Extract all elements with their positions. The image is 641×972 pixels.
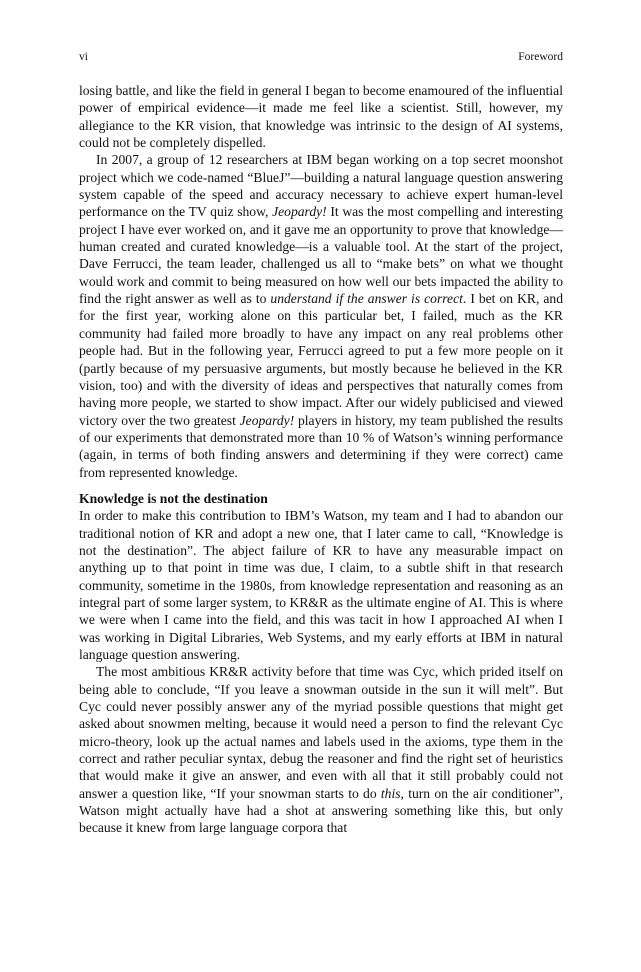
paragraph-2 [79,151,563,481]
book-page [79,48,563,837]
section-heading: Knowledge is not the destination [79,490,268,506]
paragraph-2-italic-3: Jeopardy! [239,412,295,428]
paragraph-4 [79,663,563,836]
running-head [79,48,563,66]
paragraph-1-text: losing battle, and like the field in general I began to become enamoured of the influential power of empirical evidence—it made me feel like a scientist. Still, however, my allegiance to the KR vision, that knowledge was intrinsic to the design of AI systems, could not be completely dispelled. [79,83,563,151]
paragraph-4-italic-1: this [380,785,401,801]
paragraph-2-part-2: It was the most compelling and interesting project I have ever worked on, and it gave me an opportunity to prove that knowledge—human created and curated knowledge—is a valuable tool. At the start of the project, Dave Ferrucci, the team leader, challenged us all to “make bets” on what we thought would work and commit to being measured on how well our bets impacted the ability to find the right answer as well as to [79,204,563,307]
paragraph-1 [79,82,563,151]
paragraph-2-italic-2: understand if the answer is correct [270,291,463,307]
running-head-title: Foreword [518,51,563,63]
paragraph-4-part-2: , turn on the air conditioner”, Watson might actually have had a shot at answering something like this, but only because it knew from large language corpora that [79,785,563,836]
paragraph-4-part-1: The most ambitious KR&R activity before that time was Cyc, which prided itself on being able to conclude, “If you leave a snowman outside in the sun it will melt”. But Cyc could never possibly answer any of the myriad possible questions that might get asked about snowmen melting, because it would need a person to find the relevant Cyc micro-theory, look up the actual names and labels used in the axioms, type them in the correct and rather peculiar syntax, debug the reasoner and find the right set of heuristics that would make it give an answer, and even with all that it still probably could not answer a question like, “If your snowman starts to do [79,664,563,801]
paragraph-2-part-4: players in history, my team published the results of our experiments that demonstrated more than 10 % of Watson’s winning performance (again, in terms of both finding answers and determining if they were correct) came from represented knowledge. [79,412,563,480]
paragraph-3 [79,507,563,663]
paragraph-3-text: In order to make this contribution to IBM’s Watson, my team and I had to abandon our traditional notion of KR and adopt a new one, that I later came to call, “Knowledge is not the destination”. The abject failure of KR to have any measurable impact on anything up to that point in time was due, I claim, to a subtle shift in that research community, sometime in the 1980s, from knowledge representation and reasoning as an integral part of some larger system, to KR&R as the ultimate engine of AI. This is where we were when I came into the field, and this was tacit in how I approached AI when I was working in Digital Libraries, Web Systems, and my early efforts at IBM in natural language question answering. [79,508,563,662]
body-text [79,82,563,837]
paragraph-2-part-3: . I bet on KR, and for the first year, working alone on this particular bet, I failed, much as the KR community had failed more broadly to have any impact on any real problems other people had. But in the following year, Ferrucci agreed to put a few more people on it (partly because of my persuasive arguments, but mostly because he believed in the KR vision, too) and with the diversity of ideas and perspectives that naturally comes from having more people, we started to show impact. After our widely publicised and viewed victory over the two greatest [79,291,564,428]
paragraph-2-part-1: In 2007, a group of 12 researchers at IBM began working on a top secret moonshot project which we code-named “BlueJ”—building a natural language question answering system capable of the speed and accuracy necessary to achieve expert human-level performance on the TV quiz show, [79,152,563,220]
page-number: vi [79,51,88,63]
paragraph-2-italic-1: Jeopardy! [272,204,327,220]
